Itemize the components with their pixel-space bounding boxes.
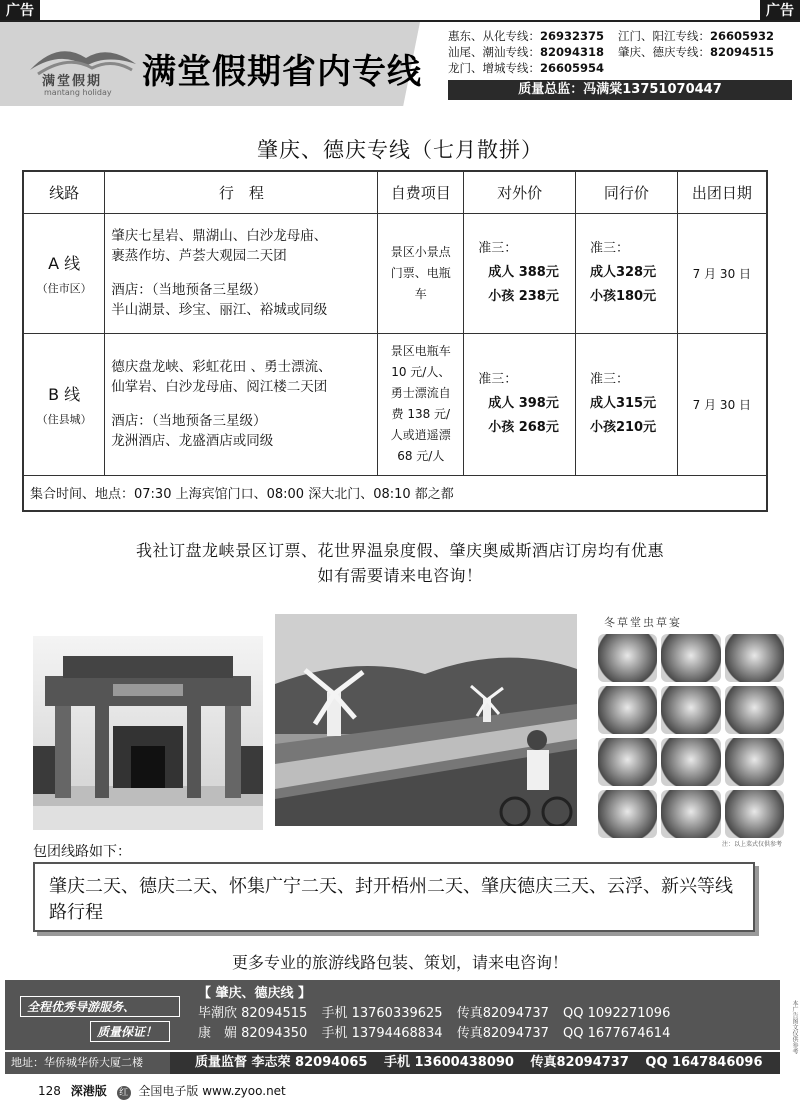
trade-price-cell (575, 333, 677, 475)
table-header: 同行价 (575, 171, 677, 213)
contact-row (198, 1004, 680, 1024)
route-line-sub: （住县城） (36, 412, 92, 426)
table-header: 对外价 (464, 171, 576, 213)
departure-date: 7 月 30 日 (677, 213, 767, 333)
standard-label: 准三： (478, 372, 518, 387)
supervision-line (195, 1052, 775, 1074)
inquiry-notice: 如有需要请来电咨询！ (317, 566, 483, 585)
windmill-field-photo (275, 614, 577, 826)
retail-price-cell (464, 333, 576, 475)
hotline-row (448, 60, 793, 76)
selfpay-text: 68 元/人 (397, 449, 445, 463)
dish-image (725, 738, 784, 786)
table-row (23, 475, 767, 511)
contact-qq: QQ 1092271096 (563, 1006, 671, 1021)
contact-name: 毕潮欣 82094515 (198, 1006, 308, 1021)
contact-fax: 传真82094737 (456, 1006, 549, 1021)
route-line-sub: （住市区） (36, 281, 92, 295)
page-footer (38, 1082, 286, 1100)
dish-image (725, 634, 784, 682)
trade-adult-price: 成人328元 (589, 265, 657, 280)
dish-image (661, 686, 720, 734)
contact-fax: 传真82094737 (456, 1026, 549, 1041)
hotline-number: 26605932 (710, 29, 775, 43)
dish-image (598, 790, 657, 838)
hotel-text: 半山湖景、珍宝、丽江、裕城或同级 (111, 302, 328, 318)
selfpay-text: 人或逍遥漂 (390, 428, 451, 442)
hotline-area: 惠东、从化专线： (448, 29, 540, 43)
table-header: 出团日期 (677, 171, 767, 213)
brand-title: 满堂假期省内专线 (142, 52, 422, 92)
retail-adult-price: 成人 388元 (488, 265, 559, 280)
route-line-cell (23, 213, 105, 333)
ad-label-right: 广告 (760, 0, 800, 22)
address-text: 地址：华侨城华侨大厦二楼 (5, 1052, 170, 1074)
selfpay-text: 门票、电瓶 (390, 265, 451, 280)
itinerary-text: 仙掌岩、白沙龙母庙、阅江楼二天团 (111, 379, 328, 395)
table-row (23, 213, 767, 333)
group-tour-box: 肇庆二天、德庆二天、怀集广宁二天、封开梧州二天、肇庆德庆三天、云浮、新兴等线路行程 (33, 862, 755, 932)
table-header: 自费项目 (378, 171, 464, 213)
dish-image (725, 686, 784, 734)
hotline-list (448, 28, 793, 76)
hotel-text: 酒店：（当地预备三星级） (111, 282, 267, 298)
hotline-row (448, 44, 793, 60)
selfpay-text: 车 (414, 286, 427, 301)
route-line-name: B 线 (48, 384, 81, 404)
dish-image (598, 738, 657, 786)
retail-child-price: 小孩 268元 (488, 420, 559, 435)
contact-heading: 【 肇庆、德庆线 】 (198, 986, 312, 1001)
hotline-number: 82094515 (710, 45, 775, 59)
route-line-name: A 线 (48, 253, 81, 273)
logo-subtext: mantang holiday (44, 88, 112, 97)
contact-name: 康 媚 82094350 (198, 1026, 308, 1041)
itinerary-text: 裹蒸作坊、芦荟大观园二天团 (111, 248, 287, 264)
hotline-row (448, 28, 793, 44)
trade-price-cell (575, 213, 677, 333)
edition-label: 深港版 (70, 1084, 107, 1098)
itinerary-text: 德庆盘龙峡、彩虹花田 、勇士漂流、 (111, 359, 332, 375)
dish-image (598, 686, 657, 734)
slogan (20, 996, 200, 1042)
food-header: 冬草堂虫草宴 (604, 616, 682, 629)
trade-child-price: 小孩210元 (589, 420, 657, 435)
hotline-area: 江门、阳江专线： (618, 29, 711, 43)
retail-price-cell (464, 213, 576, 333)
retail-adult-price: 成人 398元 (488, 396, 559, 411)
dish-image (725, 790, 784, 838)
hotline-area: 龙门、增城专线： (448, 61, 540, 75)
supervision-fax: 传真82094737 (530, 1055, 629, 1070)
table-row (23, 333, 767, 475)
selfpay-cell (378, 213, 464, 333)
dish-grid (598, 634, 784, 838)
standard-label: 准三： (589, 372, 629, 387)
selfpay-text: 10 元/人、 (391, 365, 451, 379)
selfpay-text: 景区小景点 (390, 244, 451, 259)
hotline-number: 26605954 (540, 61, 605, 75)
table-header: 线路 (23, 171, 105, 213)
contact-mobile: 手机 13794468834 (321, 1026, 443, 1041)
supervision-qq: QQ 1647846096 (645, 1055, 763, 1070)
supervision-contact: 质量监督 李志荣 82094065 (195, 1055, 368, 1070)
trade-adult-price: 成人315元 (589, 396, 657, 411)
more-info-text: 更多专业的旅游线路包装、策划，请来电咨询！ (231, 953, 568, 972)
trade-child-price: 小孩180元 (589, 289, 657, 304)
table-header: 行 程 (105, 171, 378, 213)
contact-row (198, 1024, 680, 1044)
site-url: 全国电子版 www.zyoo.net (138, 1084, 286, 1098)
route-line-cell (23, 333, 105, 475)
header-rule (0, 20, 800, 22)
route-table (22, 170, 768, 512)
side-note: 本广告图文仅供参考 (791, 1000, 798, 1054)
standard-label: 准三： (589, 241, 629, 256)
herbal-banquet-photo (596, 610, 786, 850)
assembly-info: 集合时间、地点：07:30 上海宾馆门口、08:00 深大北门、08:10 都之都 (23, 475, 767, 511)
discount-notice: 我社订盘龙峡景区订票、花世界温泉度假、肇庆奥威斯酒店订房均有优惠 (135, 541, 664, 560)
slogan-line: 全程优秀导游服务、 (20, 996, 180, 1017)
selfpay-text: 勇士漂流自 (390, 386, 451, 400)
itinerary-text: 肇庆七星岩、鼎湖山、白沙龙母庙、 (111, 228, 328, 244)
standard-label: 准三： (478, 241, 518, 256)
logo-text: 满堂假期 (42, 74, 103, 89)
ad-label-left: 广告 (0, 0, 40, 22)
food-footnote: 注：以上菜式仅供参考 (721, 841, 782, 848)
hotel-text: 酒店：（当地预备三星级） (111, 413, 267, 429)
contact-list (198, 984, 680, 1044)
edition-badge-icon: 红 (117, 1086, 131, 1100)
hotline-number: 26932375 (540, 29, 605, 43)
address-bar (5, 1052, 780, 1074)
page-number: 128 (38, 1084, 61, 1098)
hotel-text: 龙洲酒店、龙盛酒店或同级 (111, 433, 274, 449)
supervision-mobile: 手机 13600438090 (383, 1055, 514, 1070)
selfpay-cell (378, 333, 464, 475)
hotline-area: 肇庆、德庆专线： (618, 45, 711, 59)
retail-child-price: 小孩 238元 (488, 289, 559, 304)
itinerary-cell (105, 213, 378, 333)
departure-date: 7 月 30 日 (677, 333, 767, 475)
selfpay-text: 景区电瓶车 (390, 344, 451, 358)
selfpay-text: 费 138 元/ (391, 407, 451, 421)
group-tour-label: 包团线路如下： (33, 844, 131, 860)
dish-image (598, 634, 657, 682)
arch-illustration-icon (33, 636, 263, 830)
quality-director-bar: 质量总监：冯满棠13751070447 (448, 80, 792, 100)
itinerary-cell (105, 333, 378, 475)
slogan-line: 质量保证！ (90, 1021, 170, 1042)
page-title: 肇庆、德庆专线（七月散拼） (257, 138, 543, 162)
dish-image (661, 634, 720, 682)
contact-mobile: 手机 13760339625 (321, 1006, 443, 1021)
table-header-row (23, 171, 767, 213)
dish-image (661, 790, 720, 838)
dish-image (661, 738, 720, 786)
memorial-arch-photo (33, 636, 263, 830)
contact-qq: QQ 1677674614 (563, 1026, 671, 1041)
windmill-illustration-icon (275, 614, 577, 826)
hotline-area: 汕尾、潮汕专线： (448, 45, 540, 59)
hotline-number: 82094318 (540, 45, 605, 59)
